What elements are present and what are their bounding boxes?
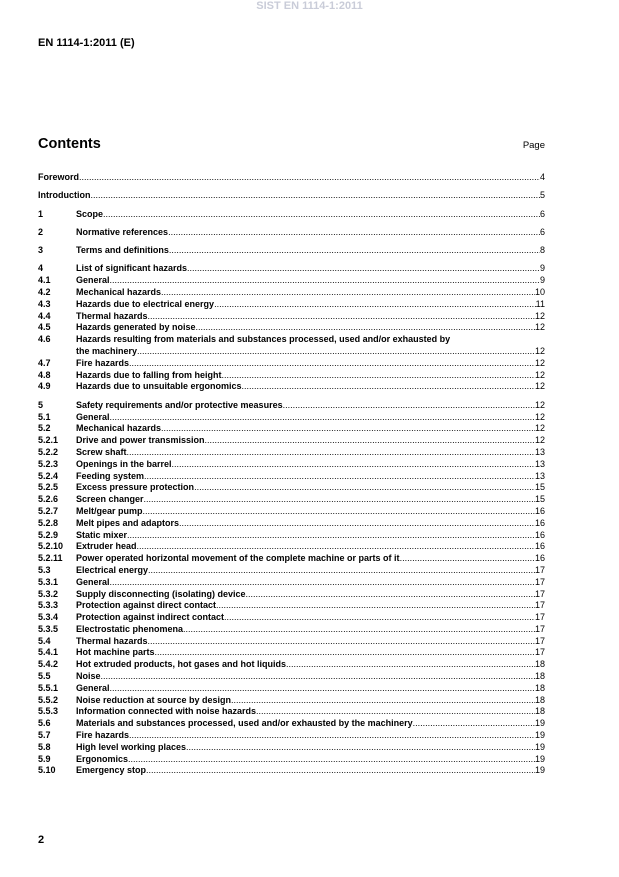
toc-leader-dots [183, 624, 535, 636]
toc-entry-number: 5.2.3 [38, 458, 59, 469]
toc-entry-title: Hazards due to unsuitable ergonomics [76, 381, 242, 392]
toc-entry-page: 17 [534, 564, 545, 575]
toc-entry-number: 4.3 [38, 298, 51, 309]
toc-entry-page: 17 [534, 600, 545, 611]
toc-entry-number: 4.5 [38, 322, 51, 333]
toc-entry-continuation[interactable] [38, 346, 545, 358]
toc-leader-dots [196, 322, 535, 334]
toc-entry-number: 5.3.2 [38, 588, 59, 599]
toc-entry-page: 19 [534, 718, 545, 729]
toc-entry-title: Feeding system [76, 470, 145, 481]
toc-entry-page: 17 [534, 576, 545, 587]
toc-leader-dots [161, 423, 535, 435]
toc-entry-page: 16 [534, 517, 545, 528]
toc-entry[interactable] [38, 742, 545, 754]
toc-entry-page: 9 [539, 263, 545, 274]
toc-entry-number: 5.4.2 [38, 659, 59, 670]
toc-leader-dots [400, 553, 535, 565]
toc-entry[interactable] [38, 275, 545, 287]
toc-entry-page: 12 [534, 381, 545, 392]
toc-entry[interactable] [38, 553, 545, 565]
page-number: 2 [38, 834, 45, 846]
toc-entry-title: Thermal hazards [76, 635, 148, 646]
toc-entry-number: 5.2.9 [38, 529, 59, 540]
toc-entry-page: 12 [534, 346, 545, 357]
toc-entry[interactable] [38, 412, 545, 424]
toc-entry-title: Fire hazards [76, 357, 130, 368]
toc-entry-number: 5.2.6 [38, 494, 59, 505]
toc-leader-dots [413, 718, 535, 730]
toc-entry-title: Foreword [38, 172, 80, 182]
toc-entry-page: 12 [534, 423, 545, 434]
toc-leader-dots [172, 459, 535, 471]
toc-entry-number: 5.2.8 [38, 517, 59, 528]
toc-entry-title: General [76, 275, 110, 286]
toc-leader-dots [256, 706, 535, 718]
toc-entry-title: Information connected with noise hazards [76, 706, 257, 717]
toc-entry-number: 5.3 [38, 564, 51, 575]
toc-entry[interactable] [38, 172, 545, 184]
toc-entry-page: 8 [539, 245, 545, 256]
toc-entry-number: 5.3.1 [38, 576, 59, 587]
toc-entry-title: Screen changer [76, 494, 144, 505]
toc-leader-dots [161, 287, 535, 299]
toc-leader-dots [79, 172, 540, 184]
toc-entry-number: 5.2.4 [38, 470, 59, 481]
toc-leader-dots [127, 530, 535, 542]
toc-leader-dots [222, 370, 535, 382]
toc-leader-dots [91, 190, 540, 202]
toc-entry-title: Ergonomics [76, 753, 129, 764]
toc-entry-title-continued: the machinery [76, 346, 138, 357]
toc-entry-title: Fire hazards [76, 730, 130, 741]
toc-entry-title: Normative references [76, 226, 169, 237]
toc-leader-dots [137, 541, 535, 553]
toc-entry-page: 6 [539, 226, 545, 237]
toc-leader-dots [129, 730, 535, 742]
toc-entry-page: 4 [539, 172, 545, 182]
toc-leader-dots [148, 311, 535, 323]
toc-leader-dots [127, 447, 535, 459]
toc-leader-dots [169, 245, 540, 257]
toc-entry-number: 5.9 [38, 753, 51, 764]
toc-leader-dots [101, 671, 535, 683]
toc-entry-title: Openings in the barrel [76, 458, 172, 469]
toc-leader-dots [186, 742, 535, 754]
toc-entry-title: Terms and definitions [76, 245, 169, 256]
toc-entry-number: 4.2 [38, 287, 51, 298]
toc-entry-title: Noise reduction at source by design [76, 694, 232, 705]
toc-leader-dots [224, 612, 535, 624]
toc-entry-number: 5.2.2 [38, 446, 59, 457]
toc-entry[interactable] [38, 494, 545, 506]
toc-entry-number: 3 [38, 245, 44, 256]
toc-leader-dots [231, 695, 535, 707]
toc-entry[interactable] [38, 190, 545, 202]
toc-entry-page: 18 [534, 682, 545, 693]
toc-leader-dots [129, 358, 535, 370]
toc-entry-title: Extruder head [76, 541, 137, 552]
toc-entry-number: 2 [38, 226, 44, 237]
toc-entry-title: High level working places [76, 741, 187, 752]
toc-entry-page: 16 [534, 529, 545, 540]
toc-entry-number: 5.3.4 [38, 612, 59, 623]
toc-entry[interactable] [38, 671, 545, 683]
toc-entry-title: Thermal hazards [76, 310, 148, 321]
toc-leader-dots [143, 506, 535, 518]
toc-entry-page: 12 [534, 435, 545, 446]
toc-entry-title: Hazards generated by noise [76, 322, 196, 333]
toc-entry[interactable] [38, 381, 545, 393]
toc-entry-number: 5.2.1 [38, 435, 59, 446]
watermark: SIST EN 1114-1:2011 [256, 0, 363, 12]
toc-entry-title: Materials and substances processed, used and/or exhausted by the machinery [76, 718, 413, 729]
toc-leader-dots [148, 636, 535, 648]
toc-entry-page: 17 [534, 647, 545, 658]
toc-leader-dots [168, 227, 540, 239]
toc-entry[interactable] [38, 530, 545, 542]
toc-entry-page: 12 [534, 399, 545, 410]
toc-entry-number: 5.8 [38, 741, 51, 752]
toc-leader-dots [286, 659, 535, 671]
table-of-contents [38, 172, 545, 777]
toc-entry-page: 18 [534, 659, 545, 670]
toc-entry-page: 15 [534, 494, 545, 505]
toc-leader-dots [216, 600, 535, 612]
toc-entry-page: 19 [534, 730, 545, 741]
toc-entry[interactable] [38, 459, 545, 471]
toc-entry[interactable] [38, 482, 545, 494]
toc-entry-title: Electrostatic phenomena [76, 623, 184, 634]
toc-entry[interactable] [38, 589, 545, 601]
toc-entry-number: 4.1 [38, 275, 51, 286]
toc-entry-number: 4 [38, 263, 44, 274]
toc-entry-title: Mechanical hazards [76, 423, 162, 434]
toc-entry[interactable] [38, 718, 545, 730]
toc-entry-page: 12 [534, 322, 545, 333]
toc-entry-title: Static mixer [76, 529, 128, 540]
toc-entry-number: 5.2.11 [38, 553, 63, 564]
toc-entry-number: 5.7 [38, 730, 51, 741]
toc-entry-number: 5.5.1 [38, 682, 59, 693]
toc-entry-title: Power operated horizontal movement of the complete machine or parts of it [76, 553, 400, 564]
toc-leader-dots [246, 589, 535, 601]
toc-entry-title: Emergency stop [76, 765, 147, 776]
toc-entry[interactable] [38, 227, 545, 239]
toc-entry[interactable] [38, 287, 545, 299]
toc-entry-page: 17 [534, 588, 545, 599]
toc-entry[interactable] [38, 400, 545, 412]
toc-entry-number: 5.4 [38, 635, 51, 646]
page-column-label: Page [522, 140, 545, 151]
toc-entry-title: Mechanical hazards [76, 287, 162, 298]
toc-entry-page: 13 [534, 470, 545, 481]
toc-entry[interactable] [38, 659, 545, 671]
toc-entry[interactable] [38, 245, 545, 257]
toc-entry-title: Introduction [38, 190, 91, 201]
toc-leader-dots [242, 381, 535, 393]
toc-entry-page: 13 [534, 446, 545, 457]
toc-entry-number: 5.2.7 [38, 505, 59, 516]
toc-entry[interactable] [38, 435, 545, 447]
toc-entry-title: Hazards due to electrical energy [76, 298, 215, 309]
toc-leader-dots [144, 471, 535, 483]
toc-entry-page: 11 [535, 298, 545, 309]
toc-entry-page: 18 [534, 706, 545, 717]
toc-entry-page: 9 [539, 275, 545, 286]
toc-entry[interactable] [38, 334, 545, 346]
toc-entry-page: 5 [539, 190, 545, 201]
toc-entry-number: 1 [38, 208, 44, 219]
toc-entry-number: 4.6 [38, 334, 51, 345]
toc-entry-number: 4.7 [38, 357, 51, 368]
toc-leader-dots [205, 435, 535, 447]
toc-entry-number: 5.2.10 [38, 541, 64, 552]
toc-entry[interactable] [38, 209, 545, 221]
toc-entry[interactable] [38, 322, 545, 334]
toc-leader-dots [128, 754, 535, 766]
toc-entry-title: Excess pressure protection [76, 482, 195, 493]
toc-entry-number: 5.3.3 [38, 600, 59, 611]
toc-entry-page: 17 [534, 635, 545, 646]
toc-entry-title: Hot machine parts [76, 647, 155, 658]
toc-entry[interactable] [38, 636, 545, 648]
toc-leader-dots [155, 647, 535, 659]
toc-entry-number: 5.5.2 [38, 694, 59, 705]
toc-entry[interactable] [38, 506, 545, 518]
toc-leader-dots [103, 209, 540, 221]
toc-entry-title: Safety requirements and/or protective measures [76, 399, 283, 410]
toc-leader-dots [110, 683, 535, 695]
toc-entry-page: 16 [534, 541, 545, 552]
toc-entry-page: 19 [534, 765, 545, 776]
toc-entry-number: 5.5.3 [38, 706, 59, 717]
toc-entry-title: Hot extruded products, hot gases and hot liquids [76, 659, 287, 670]
toc-entry[interactable] [38, 765, 545, 777]
toc-entry[interactable] [38, 358, 545, 370]
toc-entry[interactable] [38, 695, 545, 707]
toc-entry-page: 16 [534, 505, 545, 516]
toc-leader-dots [148, 565, 535, 577]
toc-entry-title: Protection against direct contact [76, 600, 217, 611]
toc-entry-page: 10 [534, 287, 545, 298]
toc-leader-dots [144, 494, 535, 506]
toc-entry-page: 13 [534, 458, 545, 469]
toc-entry-number: 5.2 [38, 423, 51, 434]
toc-entry[interactable] [38, 600, 545, 612]
toc-entry-number: 4.8 [38, 369, 51, 380]
toc-entry-title: General [76, 682, 110, 693]
toc-entry[interactable] [38, 577, 545, 589]
toc-entry-number: 5.2.5 [38, 482, 59, 493]
toc-entry-number: 4.4 [38, 310, 51, 321]
toc-entry-number: 5.4.1 [38, 647, 59, 658]
toc-entry-page: 18 [534, 694, 545, 705]
toc-entry-number: 5.3.5 [38, 623, 59, 634]
toc-entry-title: General [76, 576, 110, 587]
toc-entry-number: 4.9 [38, 381, 51, 392]
toc-leader-dots [179, 518, 535, 530]
toc-entry-page: 16 [534, 553, 545, 564]
toc-entry-page: 19 [534, 741, 545, 752]
toc-entry-number: 5.1 [38, 411, 51, 422]
toc-entry-title: Drive and power transmission [76, 435, 205, 446]
toc-entry-page: 12 [534, 357, 545, 368]
toc-entry[interactable] [38, 541, 545, 553]
toc-entry[interactable] [38, 370, 545, 382]
toc-entry[interactable] [38, 263, 545, 275]
toc-entry-page: 18 [534, 671, 545, 682]
toc-leader-dots [110, 412, 535, 424]
toc-entry-number: 5.6 [38, 718, 51, 729]
toc-leader-dots [146, 765, 535, 777]
toc-entry-title: List of significant hazards [76, 263, 188, 274]
toc-entry-title: Electrical energy [76, 564, 149, 575]
toc-entry-title: Melt/gear pump [76, 505, 143, 516]
toc-entry[interactable] [38, 624, 545, 636]
toc-entry-title: Hazards due to falling from height [76, 369, 222, 380]
document-id: EN 1114-1:2011 (E) [38, 37, 135, 49]
toc-entry[interactable] [38, 423, 545, 435]
toc-entry[interactable] [38, 612, 545, 624]
toc-entry-title: Noise [76, 671, 101, 682]
toc-entry[interactable] [38, 518, 545, 530]
toc-entry-page: 17 [534, 612, 545, 623]
toc-entry[interactable] [38, 565, 545, 577]
toc-entry-page: 6 [539, 208, 545, 219]
toc-entry-page: 19 [534, 753, 545, 764]
toc-entry-page: 12 [534, 411, 545, 422]
toc-entry[interactable] [38, 471, 545, 483]
toc-entry-title: General [76, 411, 110, 422]
toc-entry-title: Melt pipes and adaptors [76, 517, 180, 528]
toc-leader-dots [214, 299, 536, 311]
toc-entry-title: Hazards resulting from materials and substances processed, used and/or exhausted by [76, 334, 451, 345]
toc-leader-dots [137, 346, 535, 358]
toc-entry-title: Scope [76, 208, 104, 219]
toc-entry-number: 5.5 [38, 671, 51, 682]
toc-entry[interactable] [38, 311, 545, 323]
toc-entry-page: 15 [534, 482, 545, 493]
toc-entry-number: 5 [38, 399, 44, 410]
toc-entry[interactable] [38, 754, 545, 766]
toc-entry[interactable] [38, 447, 545, 459]
toc-entry[interactable] [38, 647, 545, 659]
toc-entry-page: 12 [534, 310, 545, 321]
toc-leader-dots [110, 275, 540, 287]
toc-entry-page: 12 [534, 369, 545, 380]
toc-entry[interactable] [38, 299, 545, 311]
toc-entry-number: 5.10 [38, 765, 56, 776]
toc-leader-dots [194, 482, 535, 494]
toc-leader-dots [283, 400, 535, 412]
toc-entry[interactable] [38, 730, 545, 742]
toc-entry[interactable] [38, 683, 545, 695]
toc-leader-dots [110, 577, 535, 589]
contents-title: Contents [38, 136, 101, 152]
toc-entry-page: 17 [534, 623, 545, 634]
toc-entry-title: Protection against indirect contact [76, 612, 225, 623]
toc-leader-dots [187, 263, 540, 275]
toc-entry-title: Supply disconnecting (isolating) device [76, 588, 246, 599]
toc-entry-title: Screw shaft [76, 446, 127, 457]
toc-entry[interactable] [38, 706, 545, 718]
